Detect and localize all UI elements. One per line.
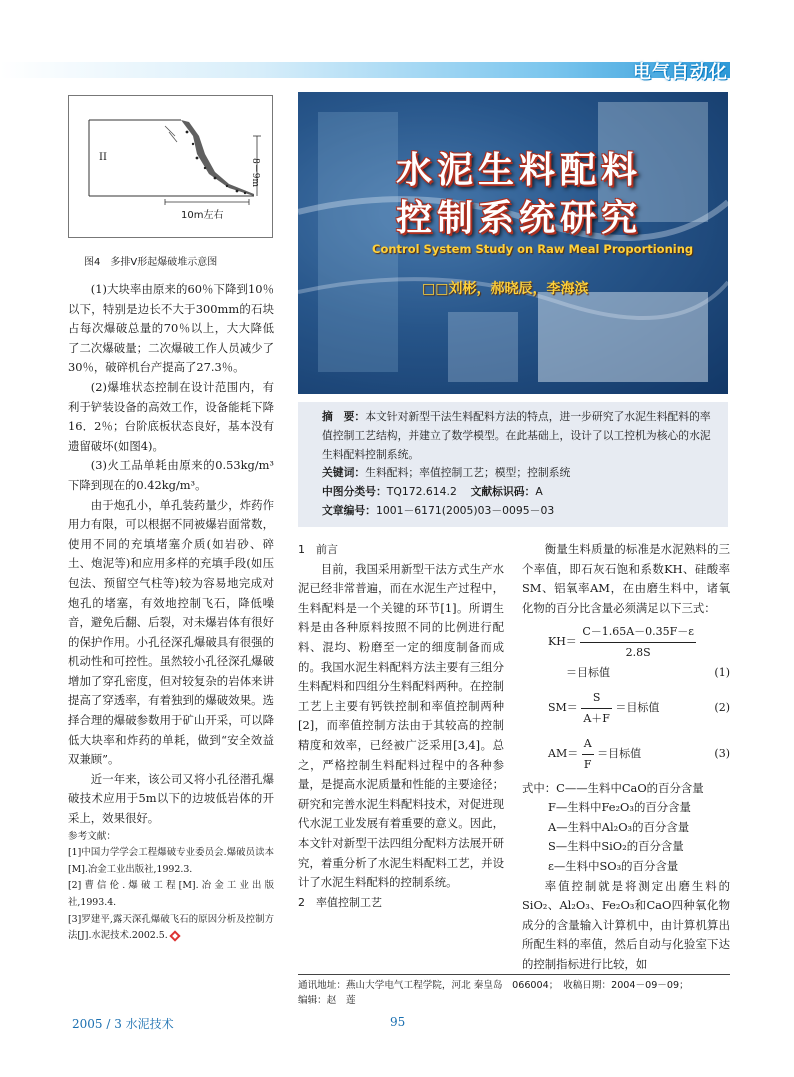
definition-s: S—生料中SiO₂的百分含量 — [548, 839, 684, 854]
section-heading-2: 2 率值控制工艺 — [298, 895, 382, 909]
left-paragraph: (1)大块率由原来的60％下降到10％以下，特别是边长不大于300mm的石块占每次爆破总量的70％以上，大大降低了二次爆破量；二次爆破工作人员减少了30％，破碎机台产提高了27.3％。 — [68, 282, 274, 375]
figure-label-width: 10m左右 — [181, 210, 224, 221]
article-hero-banner — [298, 92, 728, 394]
left-paragraph: 由于炮孔小，单孔装药量少，炸药作用力有限，可以根据不同被爆岩面常数，使用不同的充填堵塞介质(如岩砂、碎土、炮泥等)和应用多样的充填手段(如压包法、预留空气柱等)较为容易地完成对炮孔的堵塞，有效地控制飞石，降低噪音，避免后翻、后裂，对未爆岩体有很好的保护作用。小孔径深孔爆破具有很强的机动性和可控性。虽然较小孔径深孔爆破增加了穿孔密度，但对较复杂的岩体来讲提高了穿透率，有着独到的爆破效果。选择合理的爆破参数用于矿山开采，可以降低大块率和炸药的单耗，做到“安全效益双兼顾”。 — [68, 497, 274, 767]
middle-column — [298, 540, 504, 912]
right-column — [522, 540, 730, 974]
left-paragraph: 近一年来，该公司又将小孔径潜孔爆破技术应用于5m以下的边坡低岩体的开采上，效果很好。 — [68, 771, 274, 826]
footer-editor: 编辑：赵 莲 — [298, 995, 356, 1006]
page-number: 95 — [390, 1015, 406, 1029]
abstract: 摘 要：本文针对新型干法生料配料方法的特点，进一步研究了水泥生料配料的率值控制工艺结构，并建立了数学模型。在此基础上，设计了以工控机为核心的水泥生料配料控制系统。 — [322, 410, 711, 461]
references — [68, 829, 274, 945]
reference-item: [3]罗建平,露天深孔爆破飞石的原因分析及控制方法[J].水泥技术.2002.5. — [68, 913, 274, 942]
classification: 中图分类号：TQ172.614.2 文献标识码：A — [322, 485, 543, 499]
equation-kh-target: ＝目标值 (1) — [566, 665, 730, 679]
left-paragraph: (2)爆堆状态控制在设计范围内，有利于铲装设备的高效工作，设备能耗下降16．2％；台阶底板状态良好，基本没有遗留破坏(如图4)。 — [68, 379, 274, 453]
blast-pile-diagram — [69, 96, 272, 237]
reference-item: [1]中国力学学会工程爆破专业委员会.爆破员读本[M].冶金工业出版社,1992.3. — [68, 847, 274, 875]
left-paragraph: (3)火工品单耗由原来的0.53kg/m³下降到现在的0.42kg/m³。 — [68, 458, 274, 492]
footer-rule — [298, 974, 730, 975]
equation-kh: KH＝ $\frac{C-1.65A-0.35F-\varepsilon}{2.8S}$ — [548, 622, 730, 662]
ratio-control-paragraph: 率值控制就是将测定出磨生料的SiO₂、Al₂O₃、Fe₂O₃和CaO四种氧化物成分的含量输入计算机中，由计算机算出所配生料的率值，然后自动与化验室下达的控制指标进行比较，如 — [522, 878, 730, 971]
definition-f: F—生料中Fe₂O₃的百分含量 — [548, 800, 691, 815]
reference-item: [2]曹信伦.爆破工程[M].冶金工业出版社,1993.4. — [68, 880, 274, 908]
article-title-line2: 控制系统研究 — [395, 198, 642, 239]
intro-paragraph: 目前，我国采用新型干法方式生产水泥已经非常普遍，而在水泥生产过程中，生料配料是一个关键的环节[1]。所谓生料是由各种原料按照不同的比例进行配料、混均、粉磨至一定的细度制备而成的。我国水泥生料配料方法主要有三组分生料配料和四组分生料配料两种。在控制工艺上主要有钙铁控制和率值控制两种[2]，而率值控制方法由于其较高的控制精度和效率，已经被广泛采用[3,4]。总之，严格控制生料配料过程中的各种参量，是提高水泥质量和性能的主要途径；研究和完善水泥生料配料技术，对促进现代水泥工业发展有着重要的意义。因此，本文针对新型干法四组分配料方法展开研究，着重分析了水泥生料配料工艺，并设计了水泥生料配料的控制系统。 — [298, 561, 504, 890]
section-heading-1: 1 前言 — [298, 543, 338, 556]
end-diamond-icon — [169, 930, 180, 941]
header-gradient-bar — [0, 62, 730, 78]
definition-epsilon: ε—生料中SO₃的百分含量 — [548, 858, 679, 873]
figure-label-ii: II — [99, 152, 107, 163]
references-title: 参考文献： — [68, 830, 116, 842]
article-title-line1: 水泥生料配料 — [395, 150, 642, 191]
left-column — [68, 280, 274, 945]
article-authors: □□刘彬，郝晓辰，李海滨 — [422, 281, 589, 297]
abstract-text: 本文针对新型干法生料配料方法的特点，进一步研究了水泥生料配料的率值控制工艺结构，并建立了数学模型。在此基础上，设计了以工控机为核心的水泥生料配料控制系统。 — [322, 410, 711, 461]
article-title-english: Control System Study on Raw Meal Proportioning — [372, 242, 694, 256]
equation-am: AM＝ $\frac{A}{F}$ ＝目标值 (3) — [548, 734, 730, 774]
section-title: 电气自动化 — [633, 62, 728, 83]
definition-a: A—生料中Al₂O₃的百分含量 — [548, 819, 690, 834]
abstract-box — [298, 402, 728, 527]
keywords-text: 生料配料；率值控制工艺；模型；控制系统 — [365, 466, 571, 480]
figure-label-height: 8－9m — [250, 158, 260, 187]
figure-caption: 图4 多排V形起爆破堆示意图 — [84, 257, 218, 268]
definition-c: 式中：C——生料中CaO的百分含量 — [522, 780, 704, 795]
footer-note — [298, 978, 730, 1008]
keywords: 关键词：生料配料；率值控制工艺；模型；控制系统 — [322, 466, 571, 480]
equation-sm: SM＝ $\frac{S}{A+F}$ ＝目标值 (2) — [548, 688, 730, 728]
article-number: 文章编号：1001－6171(2005)03－0095－03 — [322, 503, 555, 517]
journal-name: 2005 / 3 水泥技术 — [72, 1017, 174, 1031]
ratio-paragraph: 衡量生料质量的标准是水泥熟料的三个率值，即石灰石饱和系数KH、硅酸率SM、铝氧率AM，在由磨生料中，诸氧化物的百分比含量必须满足以下三式： — [522, 542, 730, 615]
footer-address: 通讯地址：燕山大学电气工程学院，河北 秦皇岛 066004； 收稿日期：2004－09－09； — [298, 980, 689, 991]
blast-pile-figure — [68, 95, 273, 238]
